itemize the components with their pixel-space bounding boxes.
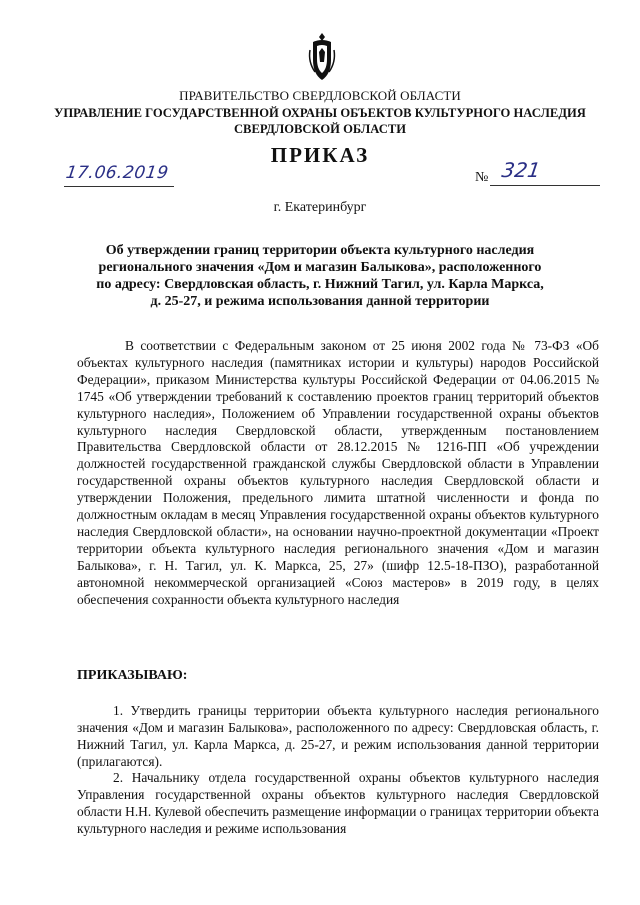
- order-item-2: 2. Начальнику отдела государственной охраны объектов культурного наследия Управления государственной охраны объектов культурного наследия Свердловской области Н.Н. Кулевой обеспечить размещение информации о границах территории объекта культурного наследия и режиме использования: [77, 770, 599, 836]
- department-line-2: СВЕРДЛОВСКОЙ ОБЛАСТИ: [233, 122, 407, 136]
- department-line-1: УПРАВЛЕНИЕ ГОСУДАРСТВЕННОЙ ОХРАНЫ ОБЪЕКТОВ КУЛЬТУРНОГО НАСЛЕДИЯ: [54, 106, 586, 120]
- number-label: №: [475, 170, 489, 185]
- coat-of-arms-emblem: [307, 32, 337, 82]
- date-underline: [64, 186, 174, 187]
- subject-line-3: по адресу: Свердловская область, г. Нижний Тагил, ул. Карла Маркса,: [96, 277, 544, 292]
- order-heading: ПРИКАЗЫВАЮ:: [77, 668, 188, 683]
- subject-line-1: Об утверждении границ территории объекта культурного наследия: [105, 243, 535, 258]
- preamble-paragraph: В соответствии с Федеральным законом от 25 июня 2002 года № 73-ФЗ «Об объектах культурного наследия (памятниках истории и культуры) народов Российской Федерации», приказом Министерства культуры Российской Федерации от 04.06.2015 № 1745 «Об утверждении требований к составлению проектов границ территорий объектов культурного наследия», Положением об Управлении государственной охраны объектов культурного наследия Свердловской области, утвержденным постановлением Правительства Свердловской области от 28.12.2015 № 1216-ПП «Об учреждении должностей государственной гражданской службы Свердловской области в Управлении государственной охраны объектов культурного наследия Свердловской области и утверждении Положения, предельного лимита штатной численности и фонда по должностным окладам в месяц Управления государственной охраны объектов культурного наследия Свердловской области», на основании научно-проектной документации «Проект территории объекта культурного наследия регионального значения «Дом и магазин Балыкова», г. Н. Тагил, ул. К. Маркса, 25, 27» (шифр 12.5-18-ПЗО), разработанной автономной некоммерческой организацией «Союз мастеров» в 2019 году, в целях обеспечения сохранности объекта культурного наследия: [77, 338, 599, 607]
- subject-line-4: д. 25-27, и режима использования данной территории: [150, 294, 490, 309]
- order-subject: [0, 242, 640, 310]
- number-underline: [490, 185, 600, 186]
- department-name: [0, 105, 640, 137]
- subject-line-2: регионального значения «Дом и магазин Балыкова», расположенного: [98, 260, 542, 275]
- city: г. Екатеринбург: [273, 200, 367, 215]
- order-item-1: 1. Утвердить границы территории объекта культурного наследия регионального значения «Дом и магазин Балыкова», расположенного по адресу: Свердловская область, г. Нижний Тагил, ул. Карла Маркса, д. 25-27, и режим использования данной территории (прилагаются).: [77, 703, 599, 769]
- document-title: ПРИКАЗ: [270, 143, 370, 167]
- government-name: ПРАВИТЕЛЬСТВО СВЕРДЛОВСКОЙ ОБЛАСТИ: [179, 88, 461, 103]
- handwritten-date: 17.06.2019: [64, 163, 170, 183]
- handwritten-number: 321: [500, 158, 542, 182]
